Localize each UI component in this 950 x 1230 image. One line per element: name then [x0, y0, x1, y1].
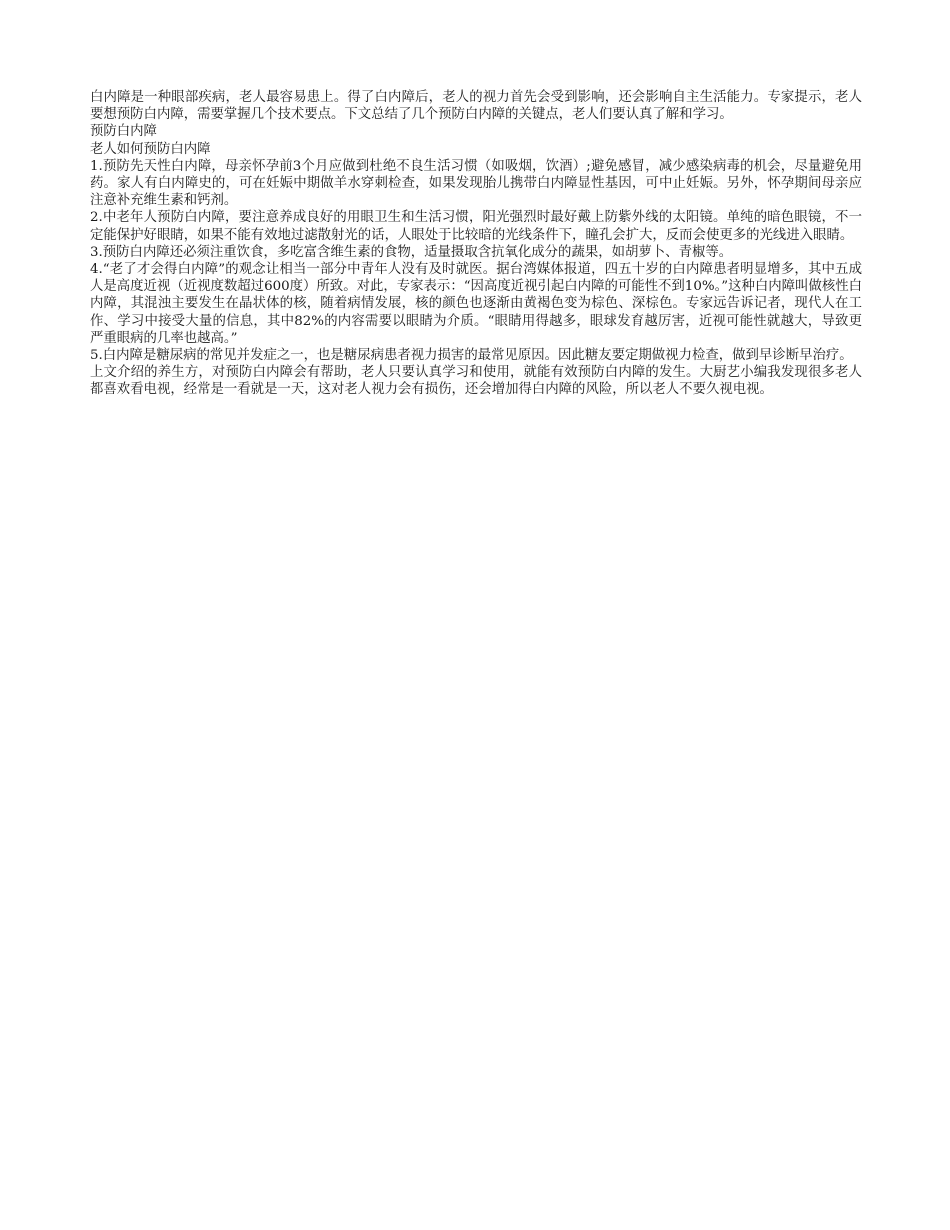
heading-prevent-cataract: 预防白内障	[90, 124, 157, 140]
list-item-2: 2.中老年人预防白内障，要注意养成良好的用眼卫生和生活习惯，阳光强烈时最好戴上防紫外线的太阳镜。单纯的暗色眼镜，不一定能保护好眼睛，如果不能有效地过滤散射光的话，人眼处于比较暗的光线条件下，瞳孔会扩大，反而会使更多的光线进入眼睛。	[90, 210, 862, 243]
article-body	[90, 89, 862, 399]
list-item-3: 3.预防白内障还必须注重饮食，多吃富含维生素的食物，适量摄取含抗氧化成分的蔬果，如胡萝卜、青椒等。	[90, 244, 733, 260]
list-item-5: 5.白内障是糖尿病的常见并发症之一，也是糖尿病患者视力损害的最常见原因。因此糖友要定期做视力检查，做到早诊断早治疗。	[90, 348, 853, 364]
list-item-4: 4.“老了才会得白内障”的观念让相当一部分中青年人没有及时就医。据台湾媒体报道，四五十岁的白内障患者明显增多，其中五成人是高度近视（近视度数超过600度）所致。对此，专家表示：“因高度近视引起白内障的可能性不到10%。”这种白内障叫做核性白内障，其混浊主要发生在晶状体的核，随着病情发展，核的颜色也逐渐由黄褐色变为棕色、深棕色。专家远告诉记者，现代人在工作、学习中接受大量的信息，其中82%的内容需要以眼睛为介质。“眼睛用得越多，眼球发育越厉害，近视可能性就越大，导致更严重眼病的几率也越高。”	[90, 262, 863, 346]
intro-paragraph: 白内障是一种眼部疾病，老人最容易患上。得了白内障后，老人的视力首先会受到影响，还会影响自主生活能力。专家提示，老人要想预防白内障，需要掌握几个技术要点。下文总结了几个预防白内障的关键点，老人们要认真了解和学习。	[90, 90, 862, 123]
heading-how-elderly-prevent: 老人如何预防白内障	[90, 141, 211, 157]
list-item-1: 1.预防先天性白内障，母亲怀孕前3个月应做到杜绝不良生活习惯（如吸烟，饮酒）;避免感冒，减少感染病毒的机会，尽量避免用药。家人有白内障史的，可在妊娠中期做羊水穿刺检查，如果发现胎儿携带白内障显性基因，可中止妊娠。另外，怀孕期间母亲应注意补充维生素和钙剂。	[90, 158, 862, 209]
outro-paragraph: 上文介绍的养生方，对预防白内障会有帮助，老人只要认真学习和使用，就能有效预防白内障的发生。大厨艺小编我发现很多老人都喜欢看电视，经常是一看就是一天，这对老人视力会有损伤，还会增加得白内障的风险，所以老人不要久视电视。	[90, 365, 862, 398]
